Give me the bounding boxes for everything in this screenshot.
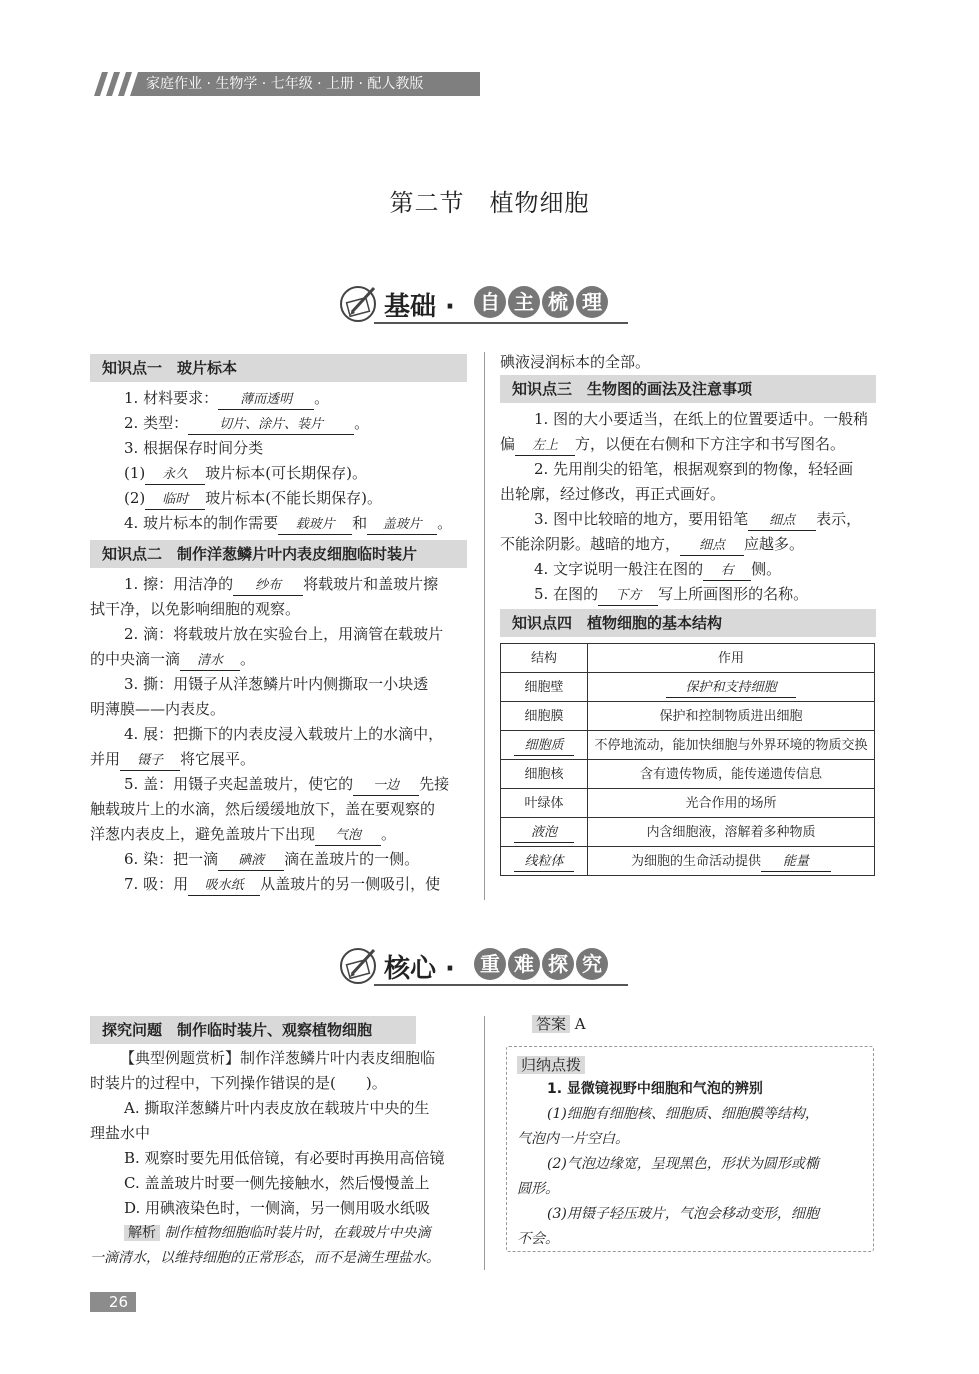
table-header: 结构	[501, 644, 588, 673]
pencil-book-icon	[338, 944, 380, 986]
table-header: 作用	[588, 644, 875, 673]
structure-cell	[501, 731, 588, 760]
table-row	[501, 673, 875, 702]
text-line: 3. 撕：用镊子从洋葱鳞片叶内侧撕取一小块透	[124, 675, 429, 693]
left-column: 知识点一 玻片标本 1. 材料要求： 薄而透明 。 2. 类型： 切片、涂片、装片 。 3. 根据保存时间分类 (1) 永久 玻片标本(可长期保存)。 (2) 临时 玻片标本(不能长期保存)。 4. 玻片标本的制作需要 载玻片 和 盖玻片 。 知识点二 制作洋葱鳞片叶内表皮细胞临时装片 1. 擦：用洁净的 纱布 将载玻片和盖玻片擦 拭干净，以免影响细胞的观察。 2. 滴：将载玻片放在实验台上，用滴管在载玻片 的中央滴一滴 清水 。 3. 撕：用镊子从洋葱鳞片叶内侧撕取一小块透 明薄膜——内表皮。 4. 展：把撕下的内表皮浸入载玻片上的水滴中， 并用 镊子 将它展平。 5. 盖：用镊子夹起盖玻片，使它的 一边 先接 触载玻片上的水滴，然后缓缓地放下，盖在要观察的 洋葱内表皮上，避免盖玻片下出现 气泡 。 6. 染：把一滴 碘液 滴在盖玻片的一侧。 7. 吸：用 吸水纸 从盖玻片的另一侧吸引，使	[90, 354, 467, 897]
explore-section: 探究问题 制作临时装片、观察植物细胞 【典型例题赏析】制作洋葱鳞片叶内表皮细胞临 时装片的过程中，下列操作错误的是( )。 A. 撕取洋葱鳞片叶内表皮放在载玻片中央的生 理盐水中 B. 观察时要先用低倍镜，有必要时再换用高倍镜 C. 盖盖玻片时要一侧先接触水，然后慢慢盖上 D. 用碘液染色时，一侧滴，另一侧用吸水纸吸 解析 制作植物细胞临时装片时，在载玻片中央滴 一滴清水，以维持细胞的正常形态，而不是滴生理盐水。	[90, 1016, 467, 1271]
knowledge-point-1-heading: 知识点一 玻片标本	[90, 354, 467, 382]
banner-underline	[374, 322, 628, 324]
option-b: B. 观察时要先用低倍镜，有必要时再换用高倍镜	[124, 1149, 445, 1167]
question-text: 时装片的过程中，下列操作错误的是( )。	[90, 1074, 387, 1092]
text-line: 4. 展：把撕下的内表皮浸入载玻片上的水滴中，	[124, 725, 444, 743]
answer-blank: 细点	[680, 537, 744, 556]
analysis-text: 一滴清水，以维持细胞的正常形态，而不是滴生理盐水。	[90, 1250, 440, 1266]
option-d: D. 用碘液染色时，一侧滴，另一侧用吸水纸吸	[124, 1199, 431, 1217]
slashes-icon	[90, 72, 138, 96]
cell-structure-table	[500, 643, 875, 876]
option-a-cont: 理盐水中	[90, 1124, 151, 1142]
banner-core	[338, 944, 638, 990]
summary-title: 1. 显微镜视野中细胞和气泡的辨别	[547, 1081, 763, 1097]
answer-blank: 能量	[761, 853, 831, 872]
banner-bubble: 理	[576, 286, 608, 318]
question-text: 【典型例题赏析】制作洋葱鳞片叶内表皮细胞临	[120, 1049, 436, 1067]
page-number: 26	[90, 1292, 136, 1312]
summary-text: 气泡内一片空白。	[517, 1131, 629, 1147]
banner-bubble: 难	[508, 948, 540, 980]
option-c: C. 盖盖玻片时要一侧先接触水，然后慢慢盖上	[124, 1174, 430, 1192]
banner-main-text: 核心 ·	[384, 954, 455, 984]
answer-blank: 保护和支持细胞	[666, 679, 796, 698]
table-row	[501, 847, 875, 876]
table-row	[501, 789, 875, 818]
summary-text: 不会。	[517, 1231, 559, 1247]
banner-main-text: 基础 ·	[384, 292, 455, 322]
knowledge-point-4-heading: 知识点四 植物细胞的基本结构	[500, 609, 876, 637]
structure-cell: 细胞壁	[501, 673, 588, 702]
knowledge-point-2-heading: 知识点二 制作洋葱鳞片叶内表皮细胞临时装片	[90, 540, 467, 568]
banner-bubble: 梳	[542, 286, 574, 318]
banner-basics	[338, 282, 638, 328]
structure-cell	[501, 818, 588, 847]
answer-blank: 吸水纸	[188, 877, 260, 896]
answer-line	[532, 1012, 586, 1037]
answer-blank: 线粒体	[514, 853, 574, 872]
function-cell	[588, 673, 875, 702]
summary-tag: 归纳点拨	[517, 1056, 585, 1074]
answer-blank: 液泡	[514, 824, 574, 843]
summary-text: (3)用镊子轻压玻片，气泡会移动变形，细胞	[547, 1206, 819, 1222]
answer-tag: 答案	[532, 1015, 570, 1033]
text-line: 3. 根据保存时间分类	[124, 439, 264, 457]
text-line: 1. 图的大小要适当，在纸上的位置要适中。一般稍	[534, 410, 869, 428]
answer-blank: 纱布	[233, 577, 303, 596]
function-cell: 为细胞的生命活动提供 能量	[588, 847, 875, 876]
answer-blank: 临时	[145, 491, 205, 510]
answer-blank: 下方	[598, 587, 658, 606]
column-divider	[484, 352, 485, 900]
summary-box	[506, 1046, 874, 1252]
table-row	[501, 818, 875, 847]
summary-text: (1)细胞有细胞核、细胞质、细胞膜等结构，	[547, 1106, 819, 1122]
structure-cell: 细胞膜	[501, 702, 588, 731]
text-line: 明薄膜——内表皮。	[90, 700, 226, 718]
function-cell: 保护和控制物质进出细胞	[588, 702, 875, 731]
answer-blank: 薄而透明	[218, 391, 314, 410]
answer-blank: 右	[703, 562, 751, 581]
answer-blank: 左上	[515, 437, 575, 456]
section-title: 第二节 植物细胞	[389, 189, 590, 217]
answer-blank: 清水	[180, 652, 240, 671]
text-line: 碘液浸润标本的全部。	[500, 353, 651, 371]
knowledge-point-3-heading: 知识点三 生物图的画法及注意事项	[500, 375, 876, 403]
answer-blank: 切片、涂片、装片	[188, 416, 354, 435]
structure-cell: 叶绿体	[501, 789, 588, 818]
structure-cell	[501, 847, 588, 876]
text-line: 2. 先用削尖的铅笔，根据观察到的物像，轻轻画	[534, 460, 854, 478]
table-row	[501, 731, 875, 760]
answer-blank: 载玻片	[278, 516, 352, 535]
header-text: 家庭作业 · 生物学 · 七年级 · 上册 · 配人教版	[146, 76, 424, 92]
banner-underline	[374, 984, 628, 986]
answer-blank: 气泡	[315, 827, 381, 846]
banner-bubbles	[474, 286, 608, 318]
analysis-tag: 解析	[124, 1225, 160, 1241]
banner-bubble: 重	[474, 948, 506, 980]
answer-blank: 镊子	[120, 752, 180, 771]
function-cell: 含有遗传物质，能传递遗传信息	[588, 760, 875, 789]
text-line: 出轮廓，经过修改，再正式画好。	[500, 485, 726, 503]
banner-bubble: 探	[542, 948, 574, 980]
option-a: A. 撕取洋葱鳞片叶内表皮放在载玻片中央的生	[124, 1099, 430, 1117]
text-line: 触载玻片上的水滴，然后缓缓地放下，盖在要观察的	[90, 800, 436, 818]
answer-blank: 细点	[748, 512, 816, 531]
banner-bubbles	[474, 948, 608, 980]
answer-blank: 碘液	[218, 852, 284, 871]
answer-blank: 永久	[145, 466, 205, 485]
text-line: 拭干净，以免影响细胞的观察。	[90, 600, 301, 618]
pencil-book-icon	[338, 282, 380, 324]
table-row	[501, 760, 875, 789]
table-header-row	[501, 644, 875, 673]
answer-value: A	[574, 1015, 586, 1033]
text-line: 2. 滴：将载玻片放在实验台上，用滴管在载玻片	[124, 625, 444, 643]
explore-heading: 探究问题 制作临时装片、观察植物细胞	[90, 1016, 416, 1044]
banner-bubble: 自	[474, 286, 506, 318]
table-row	[501, 702, 875, 731]
function-cell: 不停地流动，能加快细胞与外界环境的物质交换	[588, 731, 875, 760]
answer-blank: 盖玻片	[367, 516, 437, 535]
running-header	[90, 72, 480, 96]
summary-text: (2)气泡边缘宽，呈现黑色，形状为圆形或椭	[547, 1156, 819, 1172]
banner-bubble: 主	[508, 286, 540, 318]
summary-text: 圆形。	[517, 1181, 559, 1197]
function-cell: 光合作用的场所	[588, 789, 875, 818]
function-cell: 内含细胞液，溶解着多种物质	[588, 818, 875, 847]
column-divider	[484, 1016, 485, 1270]
structure-cell: 细胞核	[501, 760, 588, 789]
right-column: 碘液浸润标本的全部。 知识点三 生物图的画法及注意事项 1. 图的大小要适当，在纸上的位置要适中。一般稍 偏 左上 方，以便在右侧和下方注字和书写图名。 2. 先用削尖的铅笔，根据观察到的物像，轻轻画 出轮廓，经过修改，再正式画好。 3. 图中比较暗的地方，要用铅笔 细点 表示， 不能涂阴影。越暗的地方， 细点 应越多。 4. 文字说明一般注在图的 右 侧。 5. 在图的 下方 写上所画图形的名称。 知识点四 植物细胞的基本结构 结构 作用 细胞壁 保护和支持细胞 细胞膜 保护和控制物质进出细胞 细胞质 不停地流动，能加快细胞与外界环境的物质交换 细胞核 含有遗传物质，能传递遗传信息 叶绿体 光合作用的场所 液泡 内含细胞液，溶解着多种物质 线粒体 为细胞的生命活动提供 能量	[500, 350, 876, 876]
answer-blank: 细胞质	[514, 737, 574, 756]
banner-bubble: 究	[576, 948, 608, 980]
answer-blank: 一边	[353, 777, 419, 796]
